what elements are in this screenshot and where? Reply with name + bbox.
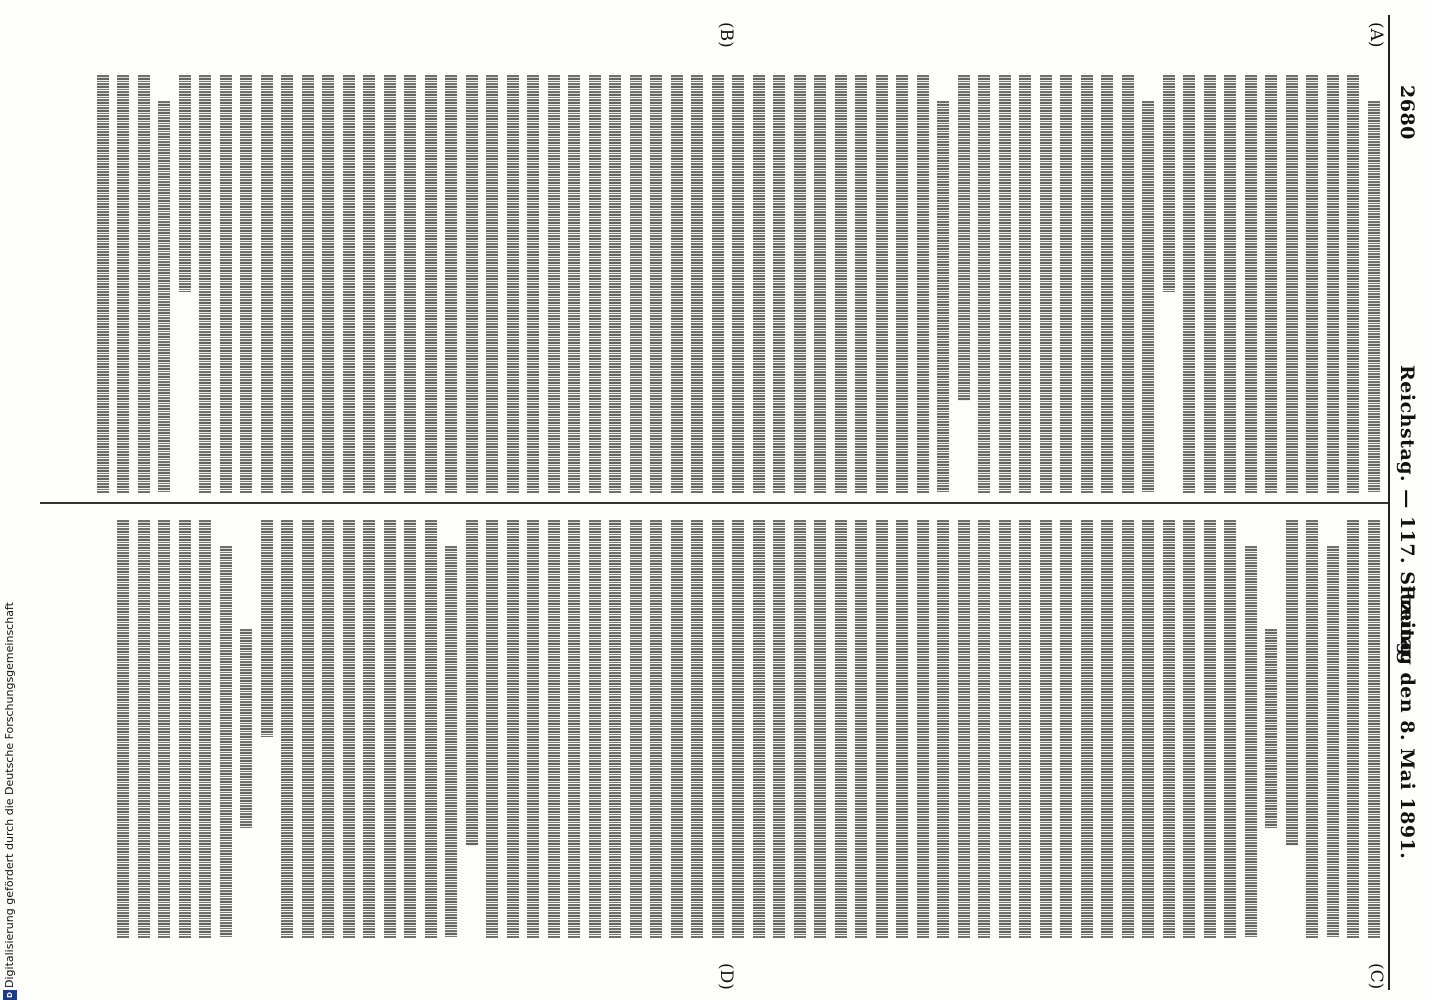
text-line (938, 520, 950, 938)
page-date: Freitag den 8. Mai 1891. (1396, 585, 1418, 860)
column-divider (40, 502, 1388, 504)
text-line (220, 75, 232, 493)
page-header (1390, 15, 1420, 990)
text-line (1020, 520, 1032, 938)
text-line (507, 75, 519, 493)
text-line (1307, 75, 1319, 493)
text-line (1204, 75, 1216, 493)
text-line (1266, 629, 1278, 830)
text-line (261, 75, 273, 493)
text-line (856, 75, 868, 493)
text-line (1327, 75, 1339, 493)
text-line (610, 520, 622, 938)
text-line (528, 75, 540, 493)
text-line (118, 520, 130, 938)
text-line (384, 75, 396, 493)
text-line (774, 75, 786, 493)
text-line (569, 520, 581, 938)
text-line (1225, 520, 1237, 938)
text-line (323, 75, 335, 493)
text-line (466, 520, 478, 846)
footer-text: Digitalisierung gefördert durch die Deutsche Forschungsgemeinschaft (3, 602, 16, 988)
text-line (774, 520, 786, 938)
text-line (979, 75, 991, 493)
margin-marker-d: (D) (716, 963, 736, 990)
text-line (876, 520, 888, 938)
text-line (1143, 101, 1155, 493)
text-line (630, 75, 642, 493)
text-line (446, 546, 458, 938)
text-column-right (70, 520, 1380, 938)
text-line (692, 75, 704, 493)
text-line (712, 520, 724, 938)
text-line (1225, 75, 1237, 493)
text-line (384, 520, 396, 938)
text-line (548, 75, 560, 493)
page-number: 2680 (1396, 85, 1418, 140)
text-line (794, 75, 806, 493)
text-line (364, 75, 376, 493)
text-line (179, 75, 191, 292)
text-line (138, 520, 150, 938)
text-line (1163, 75, 1175, 292)
margin-marker-c: (C) (1366, 963, 1386, 990)
text-line (1040, 75, 1052, 493)
text-line (651, 75, 663, 493)
text-line (343, 75, 355, 493)
text-line (118, 75, 130, 493)
text-line (1348, 520, 1360, 938)
page-title: Reichstag. — 117. Sitzung. (1396, 365, 1418, 664)
text-line (1348, 75, 1360, 493)
text-line (589, 75, 601, 493)
text-line (999, 75, 1011, 493)
text-line (1163, 520, 1175, 938)
text-line (97, 75, 109, 493)
text-line (589, 520, 601, 938)
text-line (1368, 101, 1380, 493)
text-line (487, 75, 499, 493)
text-line (343, 520, 355, 938)
text-line (241, 629, 253, 830)
text-line (282, 520, 294, 938)
text-line (1184, 75, 1196, 493)
text-line (1081, 520, 1093, 938)
text-line (302, 520, 314, 938)
text-line (1143, 520, 1155, 938)
text-line (815, 75, 827, 493)
text-line (200, 75, 212, 493)
text-line (1286, 75, 1298, 493)
text-line (856, 520, 868, 938)
text-line (159, 101, 171, 493)
text-line (958, 75, 970, 401)
text-line (999, 520, 1011, 938)
text-line (651, 520, 663, 938)
text-line (1184, 520, 1196, 938)
text-line (528, 520, 540, 938)
text-line (1122, 75, 1134, 493)
text-line (220, 546, 232, 938)
text-line (302, 75, 314, 493)
text-line (179, 520, 191, 938)
text-line (917, 75, 929, 493)
text-line (1327, 546, 1339, 938)
text-line (1040, 520, 1052, 938)
text-line (1020, 75, 1032, 493)
text-line (876, 75, 888, 493)
text-line (835, 75, 847, 493)
text-line (1081, 75, 1093, 493)
text-line (200, 520, 212, 938)
text-line (1061, 75, 1073, 493)
text-line (1204, 520, 1216, 938)
text-line (364, 520, 376, 938)
margin-marker-b: (B) (716, 22, 736, 48)
text-line (548, 520, 560, 938)
text-line (507, 520, 519, 938)
text-line (569, 75, 581, 493)
text-line (466, 75, 478, 493)
text-line (138, 75, 150, 493)
text-line (794, 520, 806, 938)
text-line (692, 520, 704, 938)
text-line (323, 520, 335, 938)
text-line (1266, 75, 1278, 493)
text-line (712, 75, 724, 493)
text-column-left (70, 75, 1380, 493)
digitization-footer (1, 0, 21, 1000)
text-line (917, 520, 929, 938)
text-line (1122, 520, 1134, 938)
text-line (261, 520, 273, 737)
text-line (1102, 75, 1114, 493)
text-line (753, 75, 765, 493)
dfg-logo-icon: D (3, 990, 17, 1000)
text-line (425, 75, 437, 493)
text-line (405, 520, 417, 938)
margin-marker-a: (A) (1366, 22, 1386, 48)
text-line (1245, 75, 1257, 493)
text-line (897, 520, 909, 938)
text-line (282, 75, 294, 493)
text-line (446, 75, 458, 493)
text-line (958, 520, 970, 938)
text-line (425, 520, 437, 938)
text-line (979, 520, 991, 938)
text-line (753, 520, 765, 938)
text-line (610, 75, 622, 493)
text-line (1286, 520, 1298, 846)
text-line (815, 520, 827, 938)
text-line (1061, 520, 1073, 938)
text-line (671, 75, 683, 493)
text-line (733, 75, 745, 493)
text-line (487, 520, 499, 938)
text-line (1245, 546, 1257, 938)
text-line (630, 520, 642, 938)
text-line (1368, 520, 1380, 938)
text-line (671, 520, 683, 938)
header-rule (1388, 15, 1390, 990)
text-line (897, 75, 909, 493)
text-line (938, 101, 950, 493)
text-line (1102, 520, 1114, 938)
text-line (733, 520, 745, 938)
text-line (159, 520, 171, 938)
text-line (405, 75, 417, 493)
text-line (241, 75, 253, 493)
text-line (835, 520, 847, 938)
text-line (1307, 520, 1319, 938)
